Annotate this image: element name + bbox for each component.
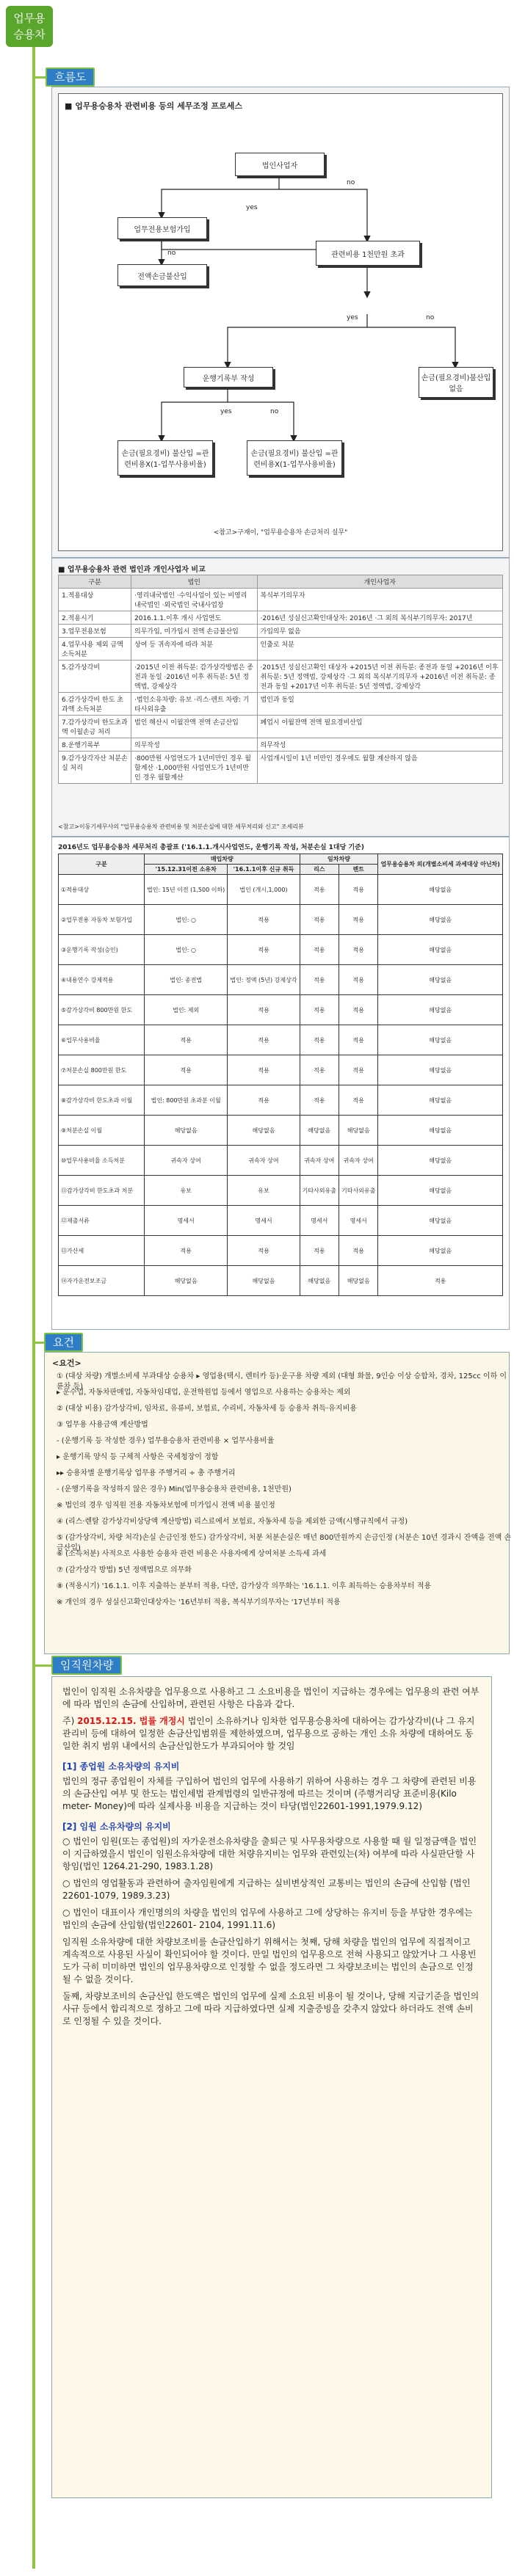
left-spine	[32, 44, 35, 2569]
schedule-cell: 적용	[339, 965, 378, 995]
practice-p2-body: 법인이 소유하거나 임차한 업무용승용차에 대하여는 감가상각비(나 그 유지관리비 등에 대하여 일정한 손금산입범위를 제한하였으며, 업무용으로 공하는 개인 소유 차량에 대하여도 동일한 취지 범위 내에서의 손금산입한도가 부과되어야 할 것임	[62, 1716, 475, 1751]
compare-row	[59, 693, 503, 716]
schedule-cell: 적용	[300, 995, 339, 1025]
schedule-cell: 명세서	[300, 1206, 339, 1236]
compare-cell: 복식부기의무자	[257, 589, 502, 611]
requirement-item: ▸ 운수업, 자동차판매업, 자동차임대업, 운전학원업 등에서 영업으로 사용하는 승용차는 제외	[57, 1389, 351, 1397]
compare-cell: 인출로 처분	[257, 638, 502, 661]
node-business-use-2: 손금(필요경비) 불산입 =관련비용X(1-업무사용비율)	[247, 440, 342, 476]
compare-cell: 상여 등 귀속자에 따라 처분	[131, 638, 258, 661]
schedule-row	[59, 1146, 503, 1176]
requirement-item: ④ (리스·렌탈 감가상각비상당액 계산방법) 리스료에서 보험료, 자동차세 등을 제외한 금액(시행규칙에서 규정)	[57, 1518, 408, 1526]
requirement-item: ※ 개인의 경우 성실신고확인대상자는 '16년부터 적용, 복식부기의무자는 '17년부터 적용	[57, 1598, 341, 1607]
requirements-title: <요건>	[52, 1358, 82, 1368]
schedule-cell: 해당없음	[339, 1266, 378, 1296]
schedule-cell: ⑤감가상각비 800만원 한도	[59, 995, 145, 1025]
schedule-cell: 적용	[228, 905, 300, 935]
schedule-cell: 법인: ○	[145, 935, 228, 965]
requirement-item: ▸ 운행기록 양식 등 구체적 사항은 국세청장이 정함	[57, 1453, 219, 1461]
schedule-cell: 적용	[339, 1025, 378, 1055]
schedule-col-1: '15.12.31이전 소유차	[145, 865, 228, 875]
schedule-cell: 유보	[145, 1176, 228, 1206]
schedule-cell: 해당없음	[228, 1116, 300, 1146]
practice-h2: [2] 임원 소유차량의 유지비	[62, 1822, 171, 1832]
schedule-cell: ⑭자가운전보조금	[59, 1266, 145, 1296]
node-insured: 업무전용보험가입	[117, 217, 207, 239]
node-business-use: 손금(필요경비) 불산입 =관련비용X(1-업무사용비율)	[117, 440, 213, 476]
compare-cell: 4.업무사용 제외 금액 소득처분	[59, 638, 131, 661]
schedule-cell: 적용	[378, 1266, 503, 1296]
schedule-cell: ⑩업무사용비율 소득처분	[59, 1146, 145, 1176]
schedule-cell: 법인: 종전법	[145, 965, 228, 995]
requirement-item: ⑧ (적용시기) '16.1.1. 이후 지출하는 분부터 적용, 다만, 감가상각 의무화는 '16.1.1. 이후 최득하는 승용차부터 적용	[57, 1582, 432, 1590]
compare-cell: ·800만원 사업연도가 1년미만인 경우 월할계산 ·1,000만원 사업연도가 1년미만인 경우 월할계산	[131, 752, 258, 784]
schedule-cell: 적용	[300, 1055, 339, 1085]
schedule-cell: ②업무전용 자동차 보험가입	[59, 905, 145, 935]
schedule-cell: 명세서	[145, 1206, 228, 1236]
schedule-col-0: 구분	[59, 854, 145, 875]
badge-line1: 업무용	[13, 12, 46, 25]
compare-footnote: <참고>이동기세무사의 "업무용승용차 관련비용 및 처분손실에 대한 세무처리와 신고" 조세리뷰	[58, 823, 304, 830]
compare-cell: ·영리내국법인 ·수익사업이 있는 비영리 내국법인 ·외국법인 국내사업장	[131, 589, 258, 611]
badge-line2: 승용차	[13, 28, 46, 41]
schedule-cell: 법인 (개시,1,000)	[228, 875, 300, 905]
section-tab-practice: 임직원차량	[51, 1656, 122, 1675]
compare-table	[58, 575, 503, 784]
requirement-item: ⑦ (감가상각 방법) 5년 정액법으로 의무화	[57, 1566, 192, 1574]
schedule-cell: 해당없음	[228, 1266, 300, 1296]
compare-cell: 의무가입, 미가입시 전액 손금불산입	[131, 625, 258, 638]
compare-cell: ·2015년 성실신고확인 대상자 +2015년 이전 취득분: 종전과 동일 +2016년 이후 취득분: 5년 정액법, 강제상각 ·그 외의 복식부기의무자 +2016년 이전 취득분: 종전과 동일 +2017년 이후 취득분: 5년 정액법, 강제상각	[257, 661, 502, 693]
schedule-cell: 적용	[339, 875, 378, 905]
requirement-item: ※ 법인의 경우 임직원 전용 자동차보험에 미가입시 전액 비용 불인정	[57, 1502, 275, 1510]
section-tab-flow: 흐름도	[46, 68, 95, 87]
schedule-cell: 해당없음	[378, 1206, 503, 1236]
schedule-row	[59, 1266, 503, 1296]
label-no: no	[167, 250, 176, 257]
schedule-cell: ⑪감가상각비 한도초과 처분	[59, 1176, 145, 1206]
compare-row	[59, 638, 503, 661]
schedule-cell: 적용	[339, 905, 378, 935]
compare-row	[59, 589, 503, 611]
label-yes: yes	[347, 314, 358, 321]
compare-cell: 7.감가상각비 한도초과액 이월손금 처리	[59, 716, 131, 738]
schedule-cell: 귀속자 상여	[300, 1146, 339, 1176]
schedule-cell: 적용	[228, 935, 300, 965]
schedule-cell: 적용	[339, 935, 378, 965]
schedule-cell: 적용	[339, 995, 378, 1025]
schedule-cell: 해당없음	[300, 1266, 339, 1296]
compare-cell: 2016.1.1.이후 개시 사업연도	[131, 611, 258, 625]
schedule-cell: ④내용연수 강제적용	[59, 965, 145, 995]
schedule-cell: ⑨처분손실 이월	[59, 1116, 145, 1146]
compare-cell: ·2016년 성실신고확인대상자: 2016년 ·그 외의 복식부기의무자: 2017년	[257, 611, 502, 625]
schedule-cell: 귀속자 상여	[145, 1146, 228, 1176]
schedule-cell: ③운행기록 작성(승인)	[59, 935, 145, 965]
compare-cell: 5.감가상각비	[59, 661, 131, 693]
flowchart-figure	[58, 93, 503, 551]
flowchart-header: ■ 업무용승용차 관련비용 등의 세무조정 프로세스	[65, 101, 243, 111]
schedule-cell: 적용	[300, 1236, 339, 1266]
compare-panel	[51, 558, 510, 837]
schedule-cell: 해당없음	[378, 1176, 503, 1206]
practice-p5: ○ 법인의 영업활동과 관련하여 출자임원에게 지급하는 실비변상적인 교통비는 법인의 손금에 산입함 (법인 22601-1079, 1989.3.23)	[62, 1878, 471, 1901]
requirement-item: ▸▸ 승용차별 운행기록상 업무용 주행거리 ÷ 총 주행거리	[57, 1469, 236, 1477]
compare-cell: 법인과 동일	[257, 693, 502, 716]
compare-header: ■ 업무용승용차 관련 법인과 개인사업자 비교	[58, 566, 206, 574]
schedule-cell: 해당없음	[378, 905, 503, 935]
schedule-group-own: 매입차량	[145, 854, 300, 865]
schedule-row	[59, 965, 503, 995]
schedule-cell: 적용	[228, 1085, 300, 1116]
schedule-row	[59, 1236, 503, 1266]
schedule-cell: ⑧감가상각비 한도초과 이월	[59, 1085, 145, 1116]
schedule-row	[59, 935, 503, 965]
schedule-cell: 법인: 제외	[145, 995, 228, 1025]
compare-col-header: 개인사업자	[257, 575, 502, 589]
schedule-cell: 해당없음	[378, 1146, 503, 1176]
schedule-cell: 해당없음	[339, 1116, 378, 1146]
requirements-box	[44, 1352, 510, 1654]
schedule-col-3: 리스	[300, 865, 339, 875]
compare-row	[59, 752, 503, 784]
practice-p1: 법인이 임직원 소유차량을 업무용으로 사용하고 그 소요비용을 법인이 지급하는 경우에는 업무용의 관련 여부에 따라 법인의 손금에 산입하며, 관련된 사항은 다음과 같다.	[62, 1687, 479, 1709]
compare-cell: 의무작성	[131, 738, 258, 752]
schedule-cell: ①적용대상	[59, 875, 145, 905]
label-yes: yes	[246, 204, 258, 211]
schedule-cell: 해당없음	[378, 1085, 503, 1116]
flowchart-panel	[51, 87, 510, 558]
schedule-cell: ⑥업무사용비율	[59, 1025, 145, 1055]
label-no: no	[347, 179, 355, 186]
compare-row	[59, 738, 503, 752]
schedule-cell: 해당없음	[378, 1025, 503, 1055]
schedule-cell: 해당없음	[378, 995, 503, 1025]
schedule-cell: 귀속자 상여	[339, 1146, 378, 1176]
connector	[34, 1664, 53, 1667]
schedule-row	[59, 995, 503, 1025]
schedule-cell: 적용	[339, 1085, 378, 1116]
requirement-item: ② (대상 비용) 감가상각비, 임차료, 유류비, 보험료, 수리비, 자동차세 등 승용차 취득·유지비용	[57, 1405, 357, 1413]
schedule-cell: 적용	[300, 965, 339, 995]
schedule-cell: 해당없음	[378, 875, 503, 905]
compare-col-header: 법인	[131, 575, 258, 589]
requirement-item: - (운행기록 등 작성한 경우) 업무용승용차 관련비용 × 업무사용비율	[57, 1437, 275, 1445]
requirement-item: ① (대상 차량) 개별소비세 부과대상 승용차 ▸ 영업용(택시, 렌터카 등)·운구용 차량 제외 (대형 화물, 9인승 이상 승합차, 경차, 125cc 이하 이륜차 등)	[57, 1372, 507, 1391]
schedule-row	[59, 1055, 503, 1085]
schedule-cell: 해당없음	[145, 1116, 228, 1146]
schedule-panel	[51, 837, 510, 1330]
schedule-cell: 법인: 15년 이전 (1,500 이하)	[145, 875, 228, 905]
compare-cell: 의무작성	[257, 738, 502, 752]
schedule-cell: 유보	[228, 1176, 300, 1206]
compare-cell: 2.적용시기	[59, 611, 131, 625]
schedule-cell: 적용	[300, 905, 339, 935]
schedule-cell: 귀속자 상여	[228, 1146, 300, 1176]
requirement-item: ③ 업무용 사용금액 계산방법	[57, 1421, 148, 1429]
schedule-row	[59, 905, 503, 935]
compare-cell: 폐업시 이월잔액 전액 필요경비산입	[257, 716, 502, 738]
compare-cell: ·2015년 이전 취득분: 감가상각방법은 종전과 동일 ·2016년 이후 취득분: 5년 정액법, 강제상각	[131, 661, 258, 693]
schedule-cell: 명세서	[339, 1206, 378, 1236]
schedule-cell: 적용	[300, 875, 339, 905]
practice-p7: 임직원 소유차량에 대한 차량보조비를 손금산입하기 위해서는 첫째, 당해 차량을 법인의 업무에 직접적이고 계속적으로 사용된 사실이 확인되어야 할 것이다. 만일 법인의 업무용으로 전혀 사용되고 않았거나 그 사용빈도가 극히 미미하면 법인의 업무용차량으로 인정할 수 없을 정도라면 그 차량보조비는 법인의 손금으로 인정될 수 없을 것이다.	[62, 1937, 477, 1984]
schedule-cell: 적용	[300, 935, 339, 965]
practice-p2-prefix: 주)	[62, 1716, 78, 1726]
practice-box	[51, 1676, 492, 2498]
compare-row	[59, 625, 503, 638]
node-logbook: 운행기록부 작성	[184, 367, 273, 388]
requirement-item: ⑤ (감가상각비, 차량 처각)손실 손금인정 한도) 감가상각비, 처분 처분손실은 매년 800만원까지 손금인정 (처분손 10년 경과시 잔액을 전액 손금산입)	[57, 1534, 512, 1552]
schedule-header: 2016년도 업무용승용차 세무처리 총괄표 ('16.1.1.개시사업연도, 운행기록 작성, 처분손실 1대당 기준)	[58, 844, 364, 851]
schedule-col-4: 렌트	[339, 865, 378, 875]
requirement-item: ⑥ (소득처분) 사적으로 사용한 승용차 관련 비용은 사용자에게 상여처분 소득세 과세	[57, 1550, 327, 1558]
requirement-item: - (운행기록을 작성하지 않은 경우) Min(업무용승용차 관련비용, 1천만원)	[57, 1485, 292, 1493]
compare-cell: ·법인소유차량: 유보 ·리스·렌트 차량: 기타사외유출	[131, 693, 258, 716]
node-corp: 법인사업자	[235, 153, 325, 176]
practice-p2	[62, 1715, 481, 1753]
schedule-cell: 기타사외유출	[300, 1176, 339, 1206]
practice-p2-date: 2015.12.15. 법률 개정시	[77, 1716, 185, 1726]
schedule-cell: 기타사외유출	[339, 1176, 378, 1206]
node-deemed: 손금(필요경비)불산입 없음	[419, 367, 493, 398]
schedule-cell: 적용	[339, 1236, 378, 1266]
label-no: no	[426, 314, 435, 321]
flowchart-caption: <참고>구재이, "업무용승용차 손금처리 실무"	[213, 529, 348, 536]
compare-cell: 3.업무전용보험	[59, 625, 131, 638]
schedule-cell: 적용	[300, 1085, 339, 1116]
schedule-cell: 적용	[228, 1025, 300, 1055]
compare-cell: 9.감가상각자산 처분손실 처리	[59, 752, 131, 784]
compare-cell: 사업개시일이 1년 미만인 경우에도 월할 계산하지 않음	[257, 752, 502, 784]
schedule-cell: 해당없음	[378, 965, 503, 995]
practice-p3: 법인의 정규 종업원이 자체를 구입하여 법인의 업무에 사용하기 위하여 사용하는 경우 그 차량에 관련된 비용의 손금산입 여부 및 한도는 법인세법 관계법령의 일반규정에 따르는 것이며 (주행거리당 표준비용(Kilo meter- Money)에 따라 실제사용 비용을 지급하는 것이 타당(법인22601-1991,1979.9.12)	[62, 1776, 477, 1811]
schedule-cell: ⑫제출서류	[59, 1206, 145, 1236]
compare-col-header: 구분	[59, 575, 131, 589]
compare-row	[59, 611, 503, 625]
schedule-cell: 해당없음	[378, 1055, 503, 1085]
schedule-table	[58, 854, 503, 1296]
label-yes: yes	[220, 408, 232, 415]
schedule-cell: ⑬가산세	[59, 1236, 145, 1266]
schedule-row	[59, 1085, 503, 1116]
practice-p6: ○ 법인이 대표이사 개인명의의 차량을 법인의 업무에 사용하고 그에 상당하는 유지비 등을 부담한 경우에는 법인의 손금에 산입함(법인22601- 2104, 1991.11.6)	[62, 1907, 473, 1930]
schedule-row	[59, 1025, 503, 1055]
schedule-cell: 해당없음	[378, 935, 503, 965]
schedule-group-personal: 업무용승용차 외(개별소비세 과세대상 아닌차)	[378, 854, 503, 875]
schedule-row	[59, 1206, 503, 1236]
compare-cell: 법인 해산시 이월잔액 전액 손금산입	[131, 716, 258, 738]
compare-cell: 6.감가상각비 한도 초과액 소득처분	[59, 693, 131, 716]
schedule-cell: 적용	[300, 1025, 339, 1055]
compare-row	[59, 661, 503, 693]
page-badge	[6, 6, 53, 47]
compare-cell: 1.적용대상	[59, 589, 131, 611]
section-tab-requirements: 요건	[44, 1333, 83, 1352]
schedule-cell: 적용	[145, 1025, 228, 1055]
practice-p4: ○ 법인이 임원(또는 종업원)의 자가운전소유차량을 출퇴근 및 사무용차량으로 사용할 때 월 일정금액을 법인이 지급하였을시 법인이 임원소유차량에 대한 처량유지비는 업무와 관련있는(차) 여부에 따라 사실판단할 사항임(법인 1264.21-290, 1983.1.28)	[62, 1836, 477, 1871]
schedule-cell: 법인: 800만원 초과분 이월	[145, 1085, 228, 1116]
schedule-cell: 적용	[339, 1055, 378, 1085]
label-no: no	[270, 408, 279, 415]
node-all-nonexpense: 전액손금불산입	[117, 264, 207, 286]
schedule-cell: ⑦처분손실 800만원 한도	[59, 1055, 145, 1085]
schedule-cell: 해당없음	[378, 1116, 503, 1146]
schedule-cell: 법인: ○	[145, 905, 228, 935]
schedule-cell: 적용	[228, 1055, 300, 1085]
schedule-cell: 해당없음	[300, 1116, 339, 1146]
schedule-cell: 적용	[145, 1055, 228, 1085]
schedule-row	[59, 875, 503, 905]
schedule-row	[59, 1116, 503, 1146]
compare-cell: 8.운행기록부	[59, 738, 131, 752]
practice-h1: [1] 종업원 소유차량의 유지비	[62, 1761, 180, 1772]
schedule-cell: 적용	[145, 1236, 228, 1266]
schedule-col-2: '16.1.1이후 신규 취득	[228, 865, 300, 875]
practice-p8: 둘째, 차량보조비의 손금산입 한도액은 법인의 업무에 실제 소요된 비용이 될 것이나, 당해 지급기준을 법인의 사규 등에서 합리적으로 정하고 그에 따라 지급하였다면 실제 지출증빙을 갖추지 않았다 하더라도 전액 손비로 인정될 수 있을 것이다.	[62, 1991, 479, 2026]
schedule-cell: 해당없음	[378, 1236, 503, 1266]
compare-row	[59, 716, 503, 738]
schedule-cell: 적용	[228, 995, 300, 1025]
schedule-cell: 적용	[228, 1236, 300, 1266]
schedule-cell: 법인: 정액 (5년) 강제상각	[228, 965, 300, 995]
schedule-row	[59, 1176, 503, 1206]
schedule-cell: 해당없음	[145, 1266, 228, 1296]
compare-cell: 가입의무 없음	[257, 625, 502, 638]
schedule-cell: 명세서	[228, 1206, 300, 1236]
node-over10m: 관련비용 1천만원 초과	[316, 241, 420, 266]
schedule-group-lease: 임차차량	[300, 854, 378, 865]
